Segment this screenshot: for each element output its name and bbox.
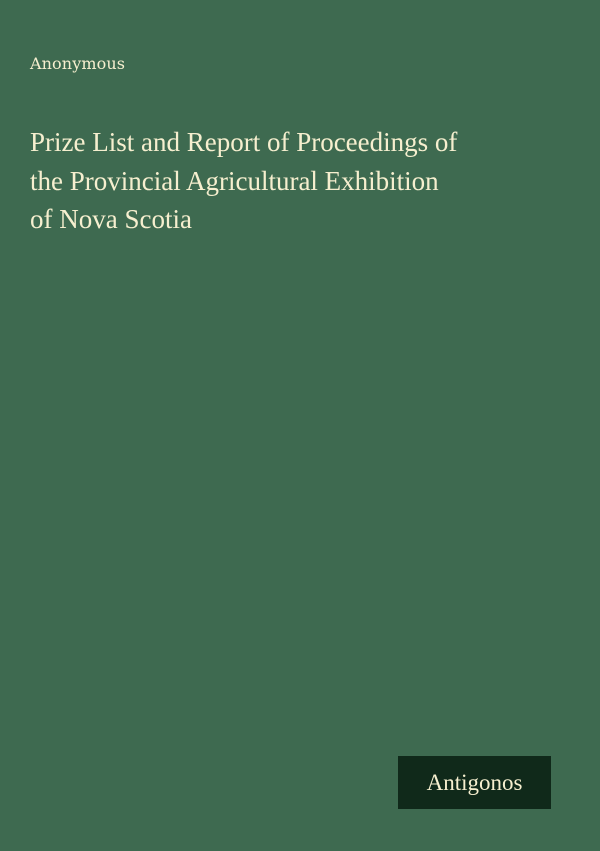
title-line-1: Prize List and Report of Proceedings of (30, 127, 458, 157)
title-line-3: of Nova Scotia (30, 204, 192, 234)
publisher-badge: Antigonos (398, 756, 551, 809)
title-line-2: the Provincial Agricultural Exhibition (30, 165, 439, 196)
book-title (30, 123, 575, 239)
author-name: Anonymous (30, 54, 126, 73)
